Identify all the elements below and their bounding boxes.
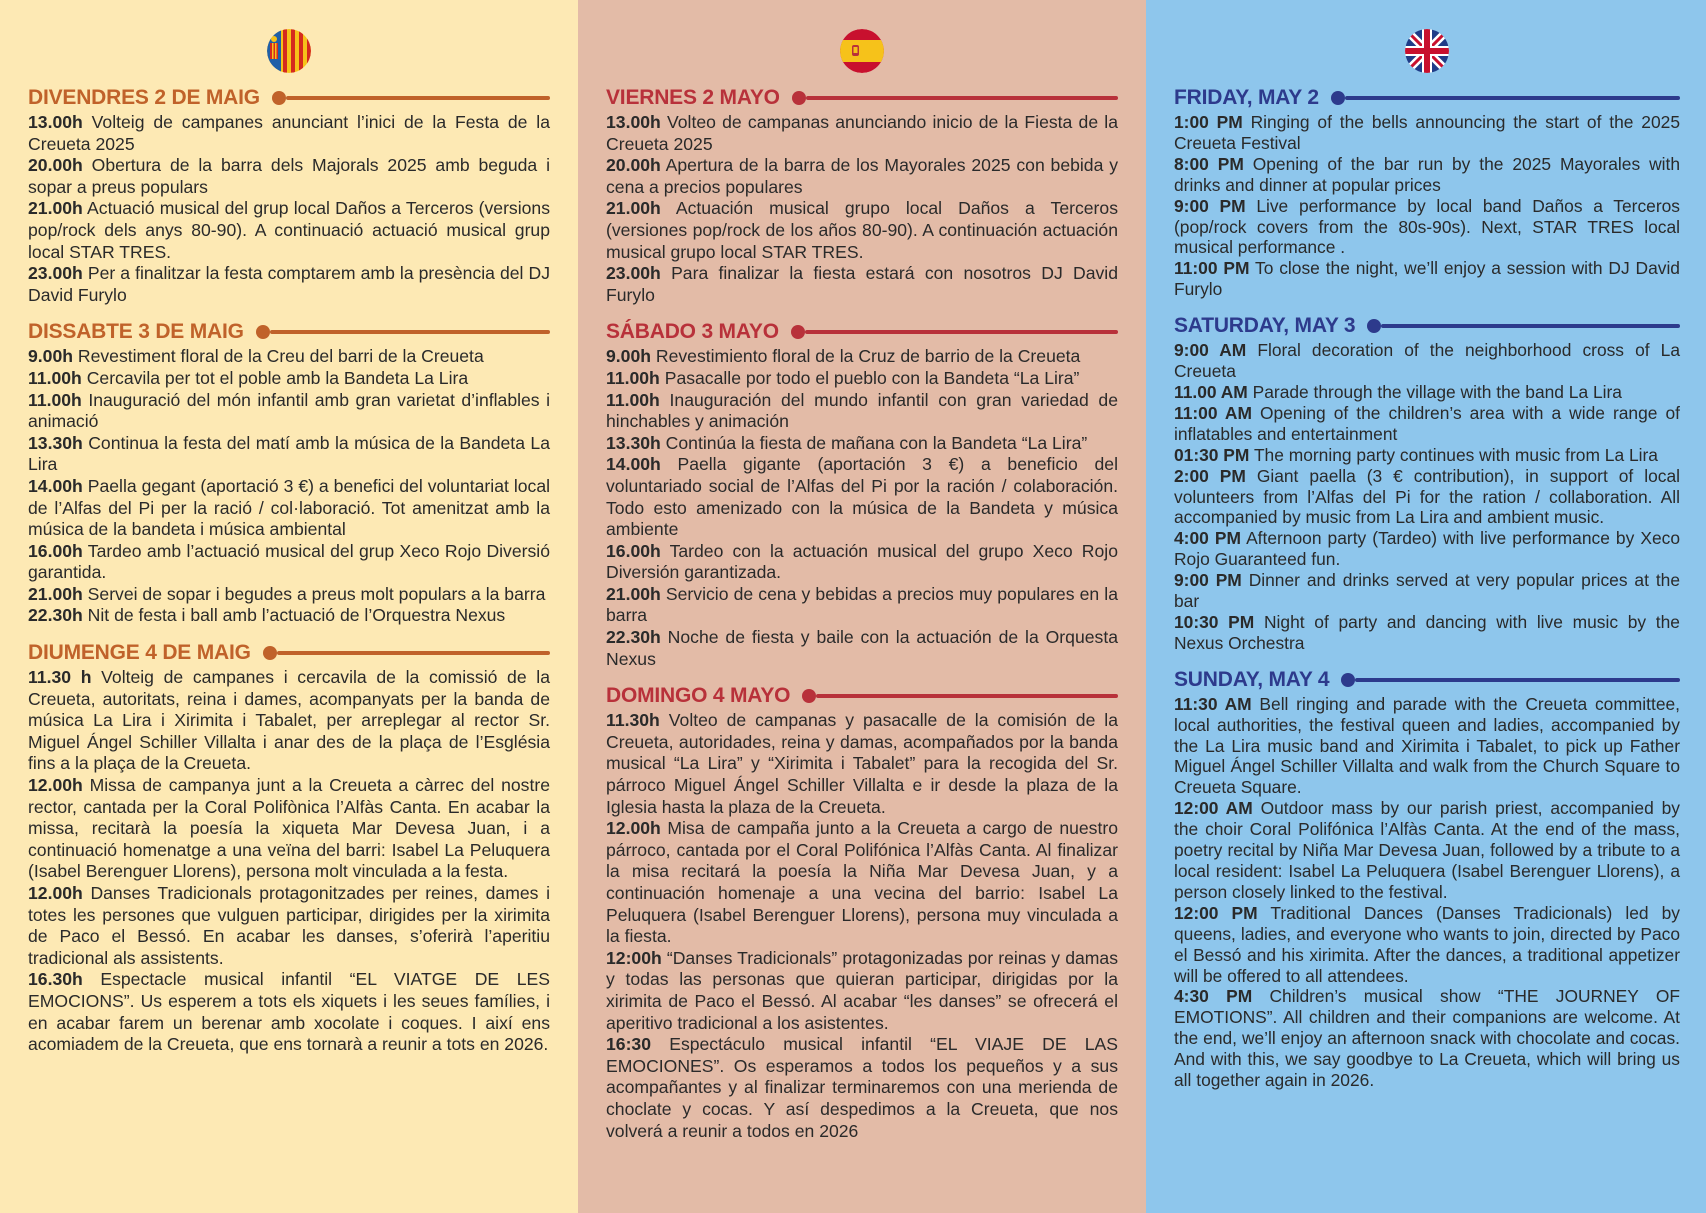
day-header bbox=[1174, 666, 1680, 694]
day-header bbox=[1174, 84, 1680, 112]
spanish-column bbox=[578, 0, 1146, 1213]
event-time: 14.00h bbox=[28, 475, 83, 496]
event-list bbox=[28, 667, 550, 1056]
days-list bbox=[606, 84, 1118, 1142]
event-description: Continua la festa del matí amb la música de la Bandeta La Lira bbox=[28, 432, 550, 475]
day-section bbox=[28, 318, 550, 627]
divider-line bbox=[791, 325, 1118, 339]
event-description: Danses Tradicionals protagonitzades per reines, dames i totes les persones que vulguen participar, dirigides per la xirimita de Paco el Bessó. En acabar les danses, s’oferirà l’aperitiu tradicional als assistents. bbox=[28, 883, 551, 968]
event-time: 9:00 AM bbox=[1174, 340, 1247, 361]
divider-bar bbox=[816, 694, 1118, 698]
event-description: Floral decoration of the neighborhood cross of La Creueta bbox=[1174, 340, 1680, 382]
event-description: Tardeo amb l’actuació musical del grup Xeco Rojo Diversió garantida. bbox=[28, 540, 550, 583]
english-column bbox=[1146, 0, 1706, 1213]
event-description: Continúa la fiesta de mañana con la Bandeta “La Lira” bbox=[665, 432, 1088, 453]
event-list bbox=[28, 346, 550, 627]
divider-line bbox=[802, 689, 1118, 703]
divider-dot bbox=[802, 689, 816, 703]
day-section bbox=[1174, 312, 1680, 654]
event-description: Outdoor mass by our parish priest, accompanied by the choir Coral Polifónica l’Alfàs Canta. At the end of the mass, poetry recital by Niña Mar Devesa Juan, followed by a tribute to a local resident: Isabel La Peluquera (Isabel Berenguer Llorens), a person closely linked to the festival. bbox=[1174, 798, 1680, 902]
divider-bar bbox=[1355, 678, 1680, 682]
event-description: Actuació musical del grup local Daños a Terceros (versions pop/rock dels anys 80-90). A continuació actuació musical grup local STAR TRES. bbox=[28, 198, 550, 262]
event-item bbox=[606, 112, 1118, 155]
event-description: The morning party continues with music from La Lira bbox=[1253, 444, 1658, 465]
day-section bbox=[28, 639, 550, 1056]
event-description: Bell ringing and parade with the Creueta committee, local authorities, the festival queen and ladies, accompanied by the La Lira music band and Xirimita i Tabalet, to pick up Father Miguel Ángel Schiller Villalta and walk from the Church Square to Creueta Square. bbox=[1174, 693, 1680, 798]
day-header bbox=[606, 84, 1118, 112]
divider-bar bbox=[270, 330, 550, 334]
event-item bbox=[28, 263, 550, 306]
event-item bbox=[28, 155, 550, 198]
divider-bar bbox=[1345, 96, 1680, 100]
event-description: Children’s musical show “THE JOURNEY OF EMOTIONS”. All children and their companions are welcome. At the end, we’ll enjoy an afternoon snack with chocolate and cocas. And with this, we say goodbye to La Creueta, which will bring us all together again in 2026. bbox=[1174, 986, 1680, 1091]
day-title: SUNDAY, MAY 4 bbox=[1174, 667, 1330, 691]
event-description: Missa de campanya junt a la Creueta a càrrec del nostre rector, cantada per la Coral Polifònica l’Alfàs Canta. En acabar la missa, recitarà la poesía la xiqueta Mar Devesa Juan, i a continuació homenatge a una veïna del barri: Isabel La Peluquera (Isabel Berenguer Llorens), persona molt vinculada a la festa. bbox=[28, 775, 551, 882]
divider-line bbox=[1331, 91, 1680, 105]
flag-row bbox=[606, 0, 1118, 84]
event-item bbox=[606, 710, 1118, 818]
divider-line bbox=[272, 91, 550, 105]
day-title: SÁBADO 3 MAYO bbox=[606, 320, 779, 344]
event-description: Revestimiento floral de la Cruz de barrio de la Creueta bbox=[655, 346, 1081, 367]
divider-bar bbox=[286, 96, 550, 100]
divider-dot bbox=[1341, 673, 1355, 687]
event-time: 11.00h bbox=[606, 389, 660, 410]
event-time: 12:00h bbox=[606, 947, 662, 968]
event-time: 11.00h bbox=[28, 389, 82, 410]
event-time: 4:00 PM bbox=[1174, 528, 1241, 549]
event-description: Volteig de campanes i cercavila de la comissió de la Creueta, autoritats, reina i dames, acompanyats per la banda de música La Lira i Xirimita i Tabalet, per arreplegar al rector Sr. Miguel Ángel Schiller Villalta i anar des de la plaça de l’Església fins a la plaça de la Creueta. bbox=[28, 667, 550, 774]
event-description: Giant paella (3 € contribution), in support of local volunteers from l’Alfas del Pi for the ration / collaboration. All accompanied by music from La Lira and ambient music. bbox=[1174, 465, 1680, 528]
event-time: 12.00h bbox=[606, 818, 661, 839]
event-item bbox=[28, 775, 550, 883]
valencian-flag-icon bbox=[267, 29, 311, 73]
event-description: Paella gigante (aportación 3 €) a beneficio del voluntariado social de l’Alfas del Pi por la ración / colaboración. Todo esto amenizado con la música de la Bandeta y música ambiente bbox=[606, 454, 1119, 540]
event-time: 11:30 AM bbox=[1174, 693, 1252, 714]
event-description: Actuación musical grupo local Daños a Terceros (versiones pop/rock de los años 80-90). A continuación actuación musical grupo local STAR TRES. bbox=[606, 198, 1118, 262]
day-header bbox=[28, 84, 550, 112]
event-description: Parade through the village with the band La Lira bbox=[1252, 381, 1622, 402]
event-item bbox=[606, 346, 1118, 368]
event-time: 12:00 PM bbox=[1174, 902, 1258, 923]
event-description: Revestiment floral de la Creu del barri de la Creueta bbox=[77, 346, 484, 367]
event-description: Espectacle musical infantil “EL VIATGE DE LES EMOCIONS”. Us esperem a tots els xiquets i les seues famílies, i en acabar farem un berenar amb xocolate i coques. I així ens acomiadem de la Creueta, que ens tornarà a reunir a tots en 2026. bbox=[28, 969, 550, 1055]
event-time: 8:00 PM bbox=[1174, 153, 1244, 174]
divider-line bbox=[256, 325, 550, 339]
event-description: Live performance by local band Daños a Terceros (pop/rock covers from the 80s-90s). Next, STAR TRES local musical performance . bbox=[1174, 195, 1680, 258]
event-list bbox=[606, 112, 1118, 306]
event-item bbox=[606, 627, 1118, 670]
event-description: Volteo de campanas y pasacalle de la comisión de la Creueta, autoridades, reina y damas, acompañados por la banda musical “La Lira” y “Xirimita i Tabalet” para la recogida del Sr. párroco Miguel Ángel Schiller Villalta e ir desde la plaza de la Iglesia hasta la plaza de la Creueta. bbox=[606, 710, 1119, 817]
event-item bbox=[606, 584, 1118, 627]
day-header bbox=[28, 318, 550, 346]
event-description: Dinner and drinks served at very popular prices at the bar bbox=[1174, 570, 1680, 612]
day-title: FRIDAY, MAY 2 bbox=[1174, 86, 1319, 109]
event-time: 11.00h bbox=[606, 367, 660, 388]
valencian-column bbox=[0, 0, 578, 1213]
event-description: Night of party and dancing with live music by the Nexus Orchestra bbox=[1174, 611, 1680, 653]
event-item bbox=[1174, 903, 1680, 987]
event-time: 12:00 AM bbox=[1174, 798, 1253, 819]
event-item bbox=[606, 818, 1118, 948]
event-time: 11:00 AM bbox=[1174, 402, 1252, 423]
event-item bbox=[28, 198, 550, 263]
day-section bbox=[606, 682, 1118, 1142]
day-section bbox=[1174, 84, 1680, 300]
event-description: Misa de campaña junto a la Creueta a cargo de nuestro párroco, cantada por el Coral Polifónica l’Alfàs Canta. Al finalizar la misa recitará la poesía la Niña Mar Devesa Juan, y a continuación homenaje a una vecina del barrio: Isabel La Peluquera (Isabel Berenguer Llorens), persona muy vinculada a la fiesta. bbox=[606, 818, 1119, 947]
event-time: 4:30 PM bbox=[1174, 986, 1253, 1007]
divider-dot bbox=[263, 646, 277, 660]
event-description: Servei de sopar i begudes a preus molt populars a la barra bbox=[87, 583, 546, 604]
event-description: Volteo de campanas anunciando inicio de la Fiesta de la Creueta 2025 bbox=[606, 112, 1119, 154]
event-time: 2:00 PM bbox=[1174, 465, 1246, 486]
uk-flag-icon bbox=[1405, 29, 1449, 73]
event-description: Servicio de cena y bebidas a precios muy populares en la barra bbox=[606, 583, 1118, 626]
event-time: 01:30 PM bbox=[1174, 444, 1250, 465]
event-item bbox=[1174, 798, 1680, 903]
event-time: 20.00h bbox=[606, 155, 661, 176]
event-description: Paella gegant (aportació 3 €) a benefici del voluntariat local de l’Alfas del Pi per la ració / col·laboració. Tot amenitzat amb la música de la bandeta i música ambiental bbox=[28, 475, 551, 540]
event-item bbox=[606, 368, 1118, 390]
event-item bbox=[1174, 154, 1680, 196]
event-description: Apertura de la barra de los Mayorales 2025 con bebida y cena a precios populares bbox=[606, 155, 1118, 197]
event-time: 22.30h bbox=[28, 605, 83, 626]
day-section bbox=[28, 84, 550, 306]
day-title: DIVENDRES 2 DE MAIG bbox=[28, 86, 260, 109]
event-time: 21.00h bbox=[606, 583, 661, 604]
event-time: 16.30h bbox=[28, 969, 83, 990]
day-title: DISSABTE 3 DE MAIG bbox=[28, 320, 244, 344]
divider-dot bbox=[791, 325, 805, 339]
event-item bbox=[28, 476, 550, 541]
event-item bbox=[1174, 445, 1680, 466]
event-time: 12.00h bbox=[28, 883, 83, 903]
event-item bbox=[606, 1034, 1118, 1142]
day-title: DIUMENGE 4 DE MAIG bbox=[28, 641, 251, 665]
days-list bbox=[1174, 84, 1680, 1091]
day-section bbox=[606, 84, 1118, 306]
event-time: 11:00 PM bbox=[1174, 258, 1250, 279]
event-description: “Danses Tradicionals” protagonizadas por reinas y damas y todas las personas que quieran participar, dirigidas por la xirimita de Paco el Bessó. Al acabar “les danses” se ofrecerá el aperitivo tradicional a los asistentes. bbox=[606, 947, 1119, 1033]
event-item bbox=[28, 112, 550, 155]
event-time: 22.30h bbox=[606, 627, 661, 648]
event-time: 11.00 AM bbox=[1174, 381, 1248, 402]
event-item bbox=[1174, 694, 1680, 799]
event-time: 9:00 PM bbox=[1174, 570, 1242, 591]
day-section bbox=[606, 318, 1118, 670]
days-list bbox=[28, 84, 550, 1056]
event-list bbox=[606, 710, 1118, 1142]
day-header bbox=[606, 682, 1118, 710]
event-time: 13.00h bbox=[606, 112, 661, 132]
event-time: 9.00h bbox=[28, 346, 73, 367]
event-item bbox=[28, 883, 550, 969]
event-time: 21.00h bbox=[606, 198, 661, 219]
divider-bar bbox=[277, 651, 550, 655]
divider-line bbox=[263, 646, 550, 660]
event-item bbox=[28, 346, 550, 368]
event-list bbox=[1174, 112, 1680, 300]
event-item bbox=[1174, 340, 1680, 382]
event-list bbox=[28, 112, 550, 306]
event-item bbox=[28, 433, 550, 476]
event-description: Tardeo con la actuación musical del grupo Xeco Rojo Diversión garantizada. bbox=[606, 540, 1118, 583]
event-description: Traditional Dances (Danses Tradicionals) led by queens, ladies, and everyone who wants to join, directed by Paco el Bessó and his xirimita. After the dances, a traditional appetizer will be offered to all attendees. bbox=[1174, 902, 1680, 986]
event-item bbox=[1174, 258, 1680, 300]
day-header bbox=[1174, 312, 1680, 340]
event-description: Ringing of the bells announcing the start of the 2025 Creueta Festival bbox=[1174, 112, 1680, 153]
event-item bbox=[606, 433, 1118, 455]
event-time: 11.00h bbox=[28, 367, 82, 388]
event-item bbox=[28, 541, 550, 584]
day-title: VIERNES 2 MAYO bbox=[606, 86, 780, 109]
event-time: 1:00 PM bbox=[1174, 112, 1243, 132]
event-time: 13.30h bbox=[28, 432, 83, 453]
divider-dot bbox=[1331, 91, 1345, 105]
day-header bbox=[606, 318, 1118, 346]
day-title: DOMINGO 4 MAYO bbox=[606, 684, 791, 708]
event-description: Inauguración del mundo infantil con gran variedad de hinchables y animación bbox=[606, 389, 1119, 432]
event-time: 16.00h bbox=[28, 540, 83, 561]
event-item bbox=[606, 454, 1118, 540]
day-title: SATURDAY, MAY 3 bbox=[1174, 314, 1356, 338]
event-item bbox=[1174, 528, 1680, 570]
event-description: Espectáculo musical infantil “EL VIAJE DE LAS EMOCIONES”. Os esperamos a todos los pequeños y a sus acompañantes y al finalizar terminaremos con una merienda de choclate y cocas. Y así despedimos a la Creueta, que nos volverá a reunir a todos en 2026 bbox=[606, 1034, 1119, 1141]
event-item bbox=[606, 155, 1118, 198]
event-description: Per a finalitzar la festa comptarem amb la presència del DJ David Furylo bbox=[28, 263, 551, 305]
event-description: Nit de festa i ball amb l’actuació de l’Orquestra Nexus bbox=[87, 605, 506, 626]
event-item bbox=[28, 390, 550, 433]
event-item bbox=[1174, 196, 1680, 259]
event-time: 16.00h bbox=[606, 540, 661, 561]
event-time: 21.00h bbox=[28, 198, 83, 219]
event-time: 9:00 PM bbox=[1174, 195, 1246, 216]
event-description: Obertura de la barra dels Majorals 2025 amb beguda i sopar a preus populars bbox=[28, 155, 551, 197]
event-time: 11.30 h bbox=[28, 667, 92, 688]
event-time: 21.00h bbox=[28, 583, 83, 604]
day-section bbox=[1174, 666, 1680, 1091]
divider-bar bbox=[805, 330, 1118, 334]
event-item bbox=[1174, 612, 1680, 654]
event-time: 23.00h bbox=[606, 263, 661, 284]
event-item bbox=[28, 667, 550, 775]
divider-line bbox=[1341, 673, 1680, 687]
divider-dot bbox=[1367, 319, 1381, 333]
event-item bbox=[606, 263, 1118, 306]
flag-row bbox=[28, 0, 550, 84]
divider-dot bbox=[256, 325, 270, 339]
event-description: Opening of the bar run by the 2025 Mayorales with drinks and dinner at popular prices bbox=[1174, 153, 1680, 195]
event-description: Pasacalle por todo el pueblo con la Bandeta “La Lira” bbox=[664, 367, 1080, 388]
divider-bar bbox=[806, 96, 1118, 100]
event-time: 13.30h bbox=[606, 432, 661, 453]
event-item bbox=[1174, 403, 1680, 445]
event-item bbox=[1174, 570, 1680, 612]
day-header bbox=[28, 639, 550, 667]
event-description: Volteig de campanes anunciant l’inici de la Festa de la Creueta 2025 bbox=[28, 112, 550, 154]
event-item bbox=[1174, 466, 1680, 529]
event-list bbox=[606, 346, 1118, 670]
divider-dot bbox=[792, 91, 806, 105]
event-item bbox=[606, 541, 1118, 584]
event-time: 16:30 bbox=[606, 1034, 651, 1055]
event-item bbox=[28, 584, 550, 606]
event-item bbox=[28, 605, 550, 627]
event-time: 23.00h bbox=[28, 263, 83, 284]
event-item bbox=[28, 368, 550, 390]
event-description: Noche de fiesta y baile con la actuación de la Orquesta Nexus bbox=[606, 627, 1118, 669]
divider-dot bbox=[272, 91, 286, 105]
event-time: 12.00h bbox=[28, 775, 83, 796]
event-description: Afternoon party (Tardeo) with live performance by Xeco Rojo Guaranteed fun. bbox=[1174, 528, 1680, 570]
event-item bbox=[606, 948, 1118, 1034]
event-description: Para finalizar la fiesta estará con nosotros DJ David Furylo bbox=[606, 263, 1118, 305]
event-description: Cercavila per tot el poble amb la Bandeta La Lira bbox=[86, 367, 469, 388]
event-time: 14.00h bbox=[606, 454, 661, 475]
event-item bbox=[28, 969, 550, 1055]
event-time: 9.00h bbox=[606, 346, 651, 367]
event-time: 20.00h bbox=[28, 155, 83, 176]
spain-flag-icon bbox=[840, 29, 884, 73]
event-item bbox=[606, 390, 1118, 433]
flag-row bbox=[1174, 0, 1680, 84]
event-time: 10:30 PM bbox=[1174, 611, 1255, 632]
divider-line bbox=[1367, 319, 1680, 333]
event-item bbox=[1174, 382, 1680, 403]
event-time: 13.00h bbox=[28, 112, 83, 132]
event-description: Opening of the children’s area with a wide range of inflatables and entertainment bbox=[1174, 402, 1680, 444]
event-description: To close the night, we’ll enjoy a session with DJ David Furylo bbox=[1174, 258, 1680, 300]
event-item bbox=[1174, 986, 1680, 1091]
event-time: 11.30h bbox=[606, 710, 660, 731]
event-item bbox=[1174, 112, 1680, 154]
event-list bbox=[1174, 340, 1680, 654]
event-description: Inauguració del món infantil amb gran varietat d’inflables i animació bbox=[28, 389, 551, 432]
divider-line bbox=[792, 91, 1118, 105]
event-item bbox=[606, 198, 1118, 263]
divider-bar bbox=[1381, 324, 1680, 328]
event-list bbox=[1174, 694, 1680, 1091]
